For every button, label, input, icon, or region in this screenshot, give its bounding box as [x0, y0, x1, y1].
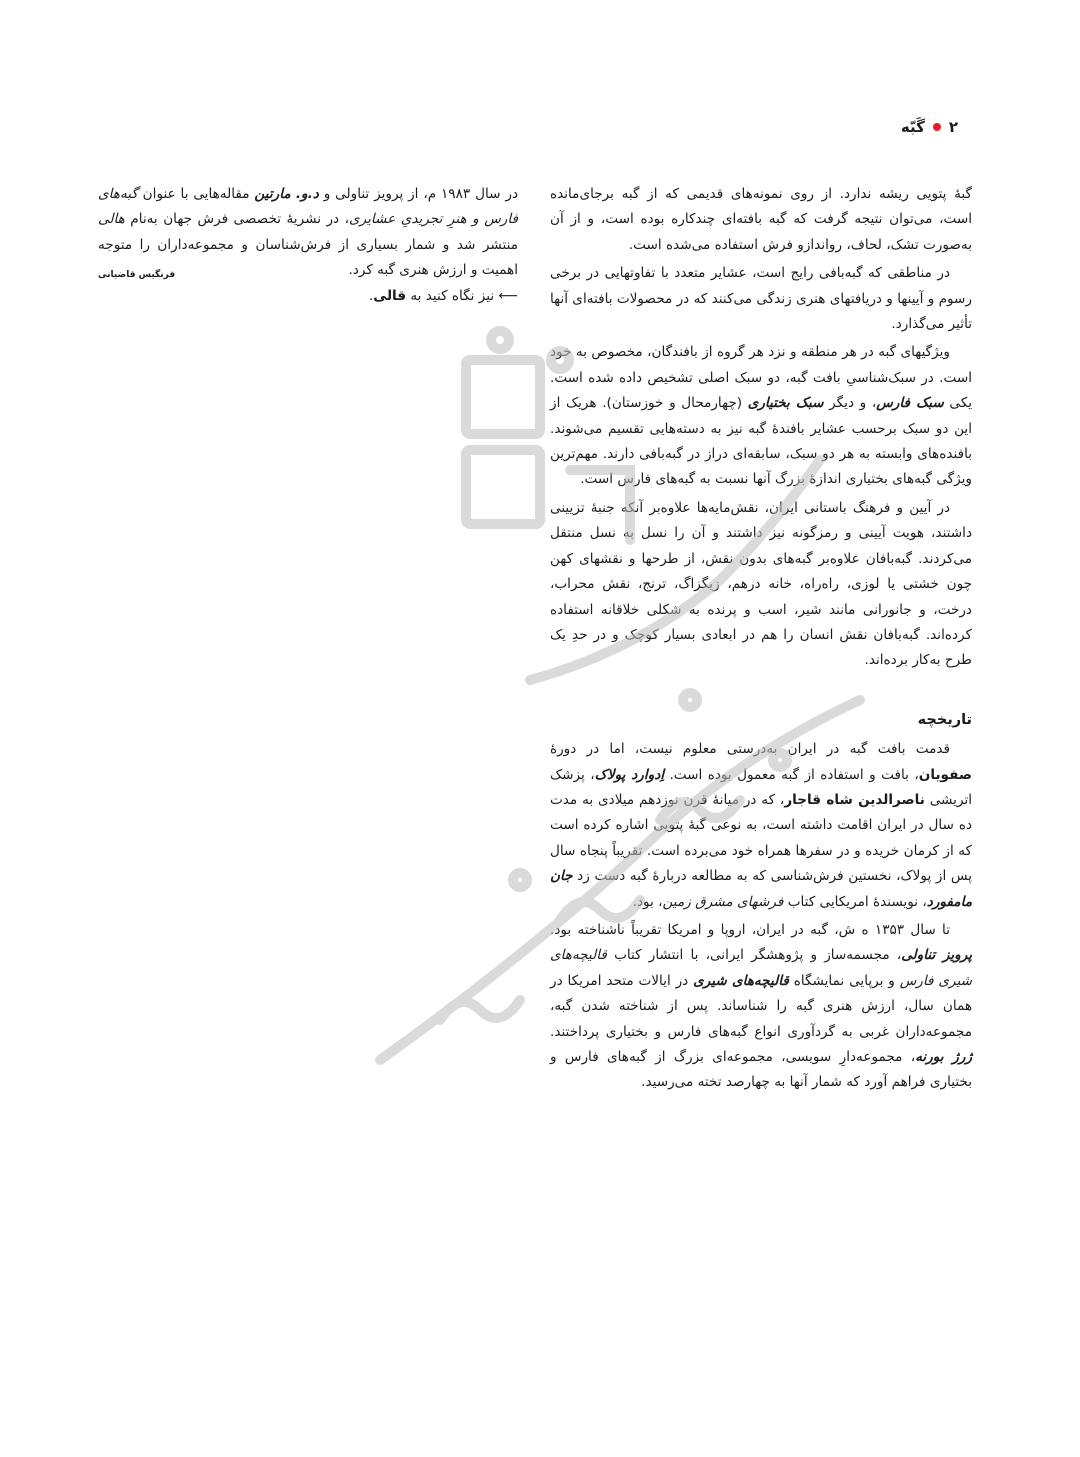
paragraph: در مناطقی که گبه‌بافی رایج است، عشایر متعدد با تفاوتهایی در برخی رسوم و آیینها و دریافتهای هنری زندگی می‌کنند که در محصولات بافته‌ای آنها تأثیر می‌گذارد. [550, 265, 972, 333]
side-column [98, 182, 518, 309]
side-paragraph: در سال ۱۹۸۳ م، از پرویز تناولی و د.و. مارتین مقاله‌هایی با عنوان گبه‌های فارس و هنرِ تجریدیِ عشایری، در نشریهٔ تخصصی فرش جهان به‌نام هالی منتشر شد و شمار بسیاری از فرش‌شناسان و مجموعه‌داران را متوجه اهمیت و ارزش هنری گبه کرد. فرنگیس قاضیانی [98, 186, 518, 280]
paragraph: قدمت بافت گبه در ایران به‌درستی معلوم نیست، اما در دورهٔ صفویان، بافت و استفاده از گبه معمول بوده است. اِدوارد پولاک، پزشک اتریشی ناصرالدین شاه قاجار، که در میانهٔ قرن نوزدهم میلادی به مدت ده سال در ایران اقامت داشته است، به نوعی گبهٔ پتویی اشاره کرده است که از کرمان خریده و در سفرها همراه خود می‌برده است. تقریباً پنجاه سال پس از پولاک، نخستین فرش‌شناسی که به مطالعه دربارهٔ گبه دست زد جان مامفورد، نویسندهٔ امریکایی کتاب فرشهای مشرق زمین، بود. [550, 741, 973, 910]
paragraph: تا سال ۱۳۵۳ ه ش، گبه در ایران، اروپا و امریکا تقریباً ناشناخته بود. پرویز تناولی، مجسمه‌ساز و پژوهشگر ایرانی، با انتشار کتاب قالیچه‌های شیری فارس و برپایی نمایشگاه قالیچه‌های شیری در ایالات متحد امریکا در همان سال، ارزش هنری گبه را شناساند. پس از شناخته شدن گبه، مجموعه‌داران غربی به گردآوری انواع گبه‌های فارس و بختیاری پرداختند. ژرژ بورنه، مجموعه‌دارِ سویسی، مجموعه‌ای بزرگ از گبه‌های فارس و بختیاری فراهم آورد که شمار آنها به چهارصد تخته می‌رسید. [550, 921, 973, 1091]
page-number: ۲ [948, 118, 958, 136]
section-heading: تاریخچه [917, 711, 972, 728]
see-also-link[interactable]: قالی [373, 287, 407, 304]
see-also: ⟵ نیز نگاه کنید به قالی. [368, 287, 518, 304]
page-header [901, 118, 958, 136]
paragraph: در آیین و فرهنگ باستانی ایران، نقش‌مایه‌ها علاوه‌بر آنکه جنبهٔ تزیینی داشتند، هویت آیینی و رمزگونه نیز داشتند و آن را نسل به نسل منتقل می‌کردند. گبه‌بافان علاوه‌بر گبه‌های بدون نقش، از طرحها و نقشهای کهن چون خشتی یا لوزی، راه‌راه، خانه درهم، زیگزاگ، ترنج، نقش محراب، درخت، و جانورانی مانند شیر، اسب و پرنده به شکلی خلاقانه استفاده کرده‌اند. گبه‌بافان نقش انسان را هم در ابعادی بسیار کوچک و در حدِ یک طرح به‌کار برده‌اند. [550, 499, 972, 669]
paragraph: گبهٔ پتویی ریشه ندارد. از روی نمونه‌های قدیمی که از گبه برجای‌مانده است، می‌توان نتیجه گرفت که گبه بافته‌ای چندکاره بوده است، و از آن به‌صورت تشک، لحاف، رواندازو فرش استفاده می‌شده است. [550, 186, 972, 253]
entry-title: گَبّه [900, 118, 925, 136]
paragraph: ویژگیهای گبه در هر منطقه و نزد هر گروه از بافندگان، مخصوص به خود است. در سبک‌شناسیِ بافت گبه، دو سبک اصلی تشخیص داده شده است. یکی سبک فارس، و دیگر سبک بختیاری (چهارمحال و خوزستان). هریک از این دو سبک برحسب عشایر بافندهٔ گبه نیز به دسته‌هایی تقسیم می‌شوند. بافنده‌های وابسته به هر دو سبک، سابقه‌ای دراز در گبه‌بافی دارند. مهم‌ترین ویژگی گبه‌های بختیاری اندازهٔ بزرگ آنها نسبت به گبه‌های فارس است. [550, 344, 972, 488]
left-arrow-icon: ⟵ [498, 287, 518, 304]
red-dot-icon [933, 123, 941, 131]
main-column [550, 182, 972, 1096]
author-credit: فرنگیس قاضیانی [98, 269, 176, 280]
